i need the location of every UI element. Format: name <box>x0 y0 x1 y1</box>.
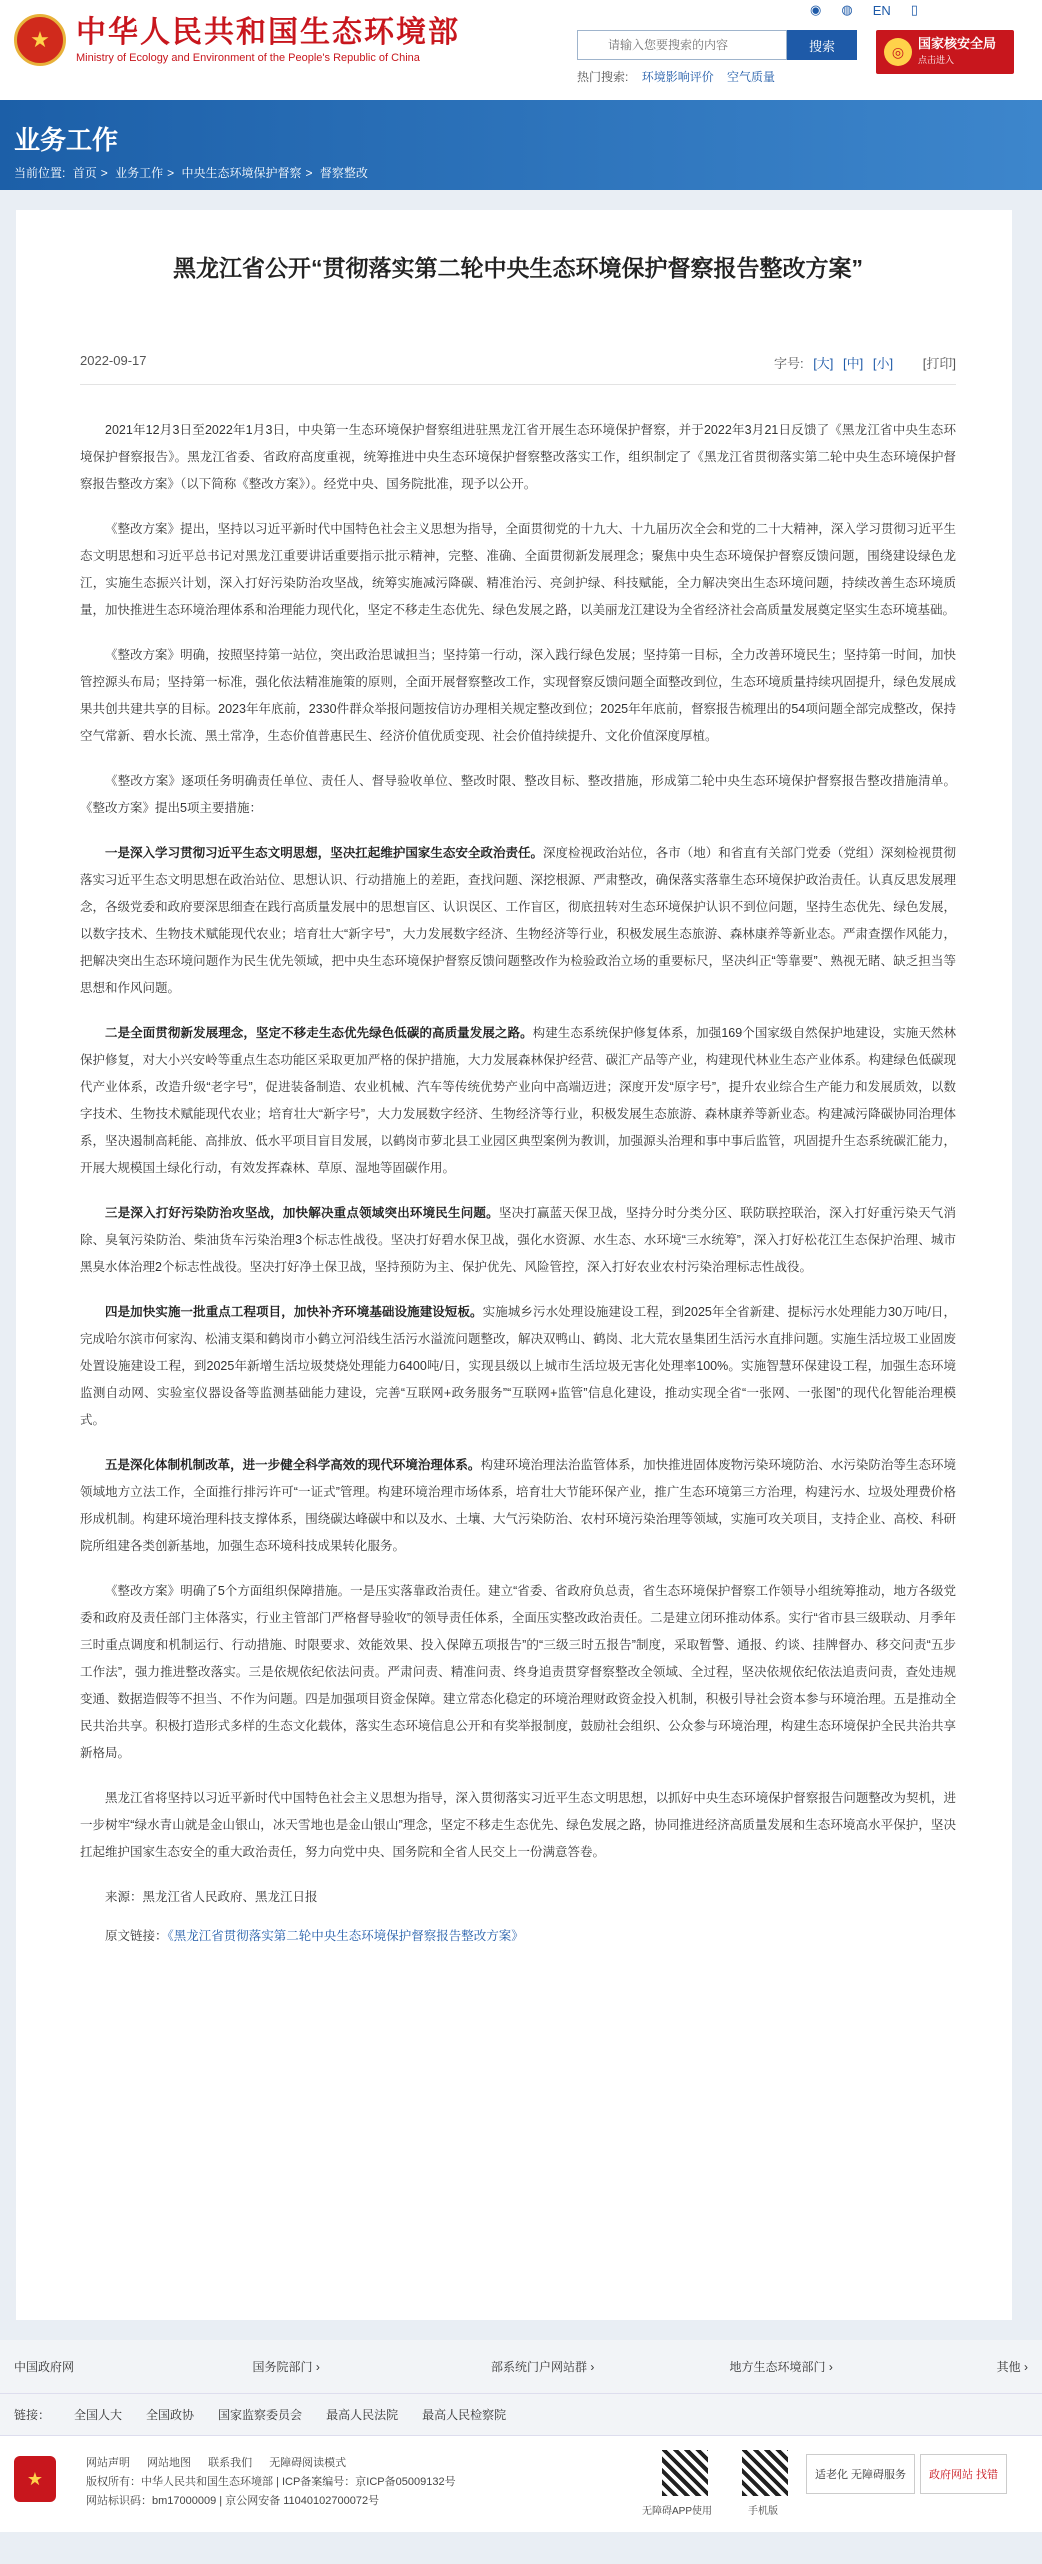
nsa-logo-icon: ◎ <box>884 38 912 66</box>
article-paragraph: 《整改方案》明确了5个方面组织保障措施。一是压实落靠政治责任。建立“省委、省政府负总责，省生态环境保护督察工作领导小组统筹推动，地方各级党委和政府及责任部门主体落实，行业主管部门严格督导验收”的领导责任体系，全面压实整改政治责任。二是建立闭环推动体系。实行“省市县三级联动、月季年三时重点调度和机制运行、行动措施、时限要求、效能效果、投入保障五项报告”的“三级三时五报告”制度，采取暂警、通报、约谈、挂牌督办、移交问责“五步工作法”，强力推进整改落实。三是依规依纪依法问责。严肃问责、精准问责、终身追责贯穿督察整改全领域、全过程，坚决依规依纪依法追责问责，查处违规变通、数据造假等不担当、不作为问题。四是加强项目资金保障。建立常态化稳定的环境治理财政资金投入机制，积极引导社会资本参与环境治理。五是推动全民共治共享。积极打造形式多样的生态文化载体，落实生态环境信息公开和有奖举报制度，鼓励社会组织、公众参与环境治理，构建生态环境保护全民共治共享新格局。 <box>80 1584 956 1760</box>
national-emblem-icon: ★ <box>14 14 66 66</box>
section-banner <box>0 100 1042 190</box>
article-paragraph: 《整改方案》提出，坚持以习近平新时代中国特色社会主义思想为指导，全面贯彻党的十九大、十九届历次全会和党的二十大精神，深入学习贯彻习近平生态文明思想和习近平总书记对黑龙江重要讲话重要指示批示精神，完整、准确、全面贯彻新发展理念；聚焦中央生态环境保护督察反馈问题，围绕建设绿色龙江，实施生态振兴计划，深入打好污染防治攻坚战，统筹实施减污降碳、精准治污、亮剑护绿、科技赋能，全力解决突出生态环境问题，持续改善生态环境质量，加快推进生态环境治理体系和治理能力现代化，坚定不移走生态优先、绿色发展之路，以美丽龙江建设为全省经济社会高质量发展奠定坚实生态环境基础。 <box>80 522 956 617</box>
footer-link[interactable]: 中国政府网 <box>14 2360 75 2374</box>
article-paragraph: 二是全面贯彻新发展理念，坚定不移走生态优先绿色低碳的高质量发展之路。构建生态系统保护修复体系，加强169个国家级自然保护地建设，实施天然林保护修复，对大小兴安岭等重点生态功能区采取更加严格的保护措施，大力发展森林保护经营、碳汇产品等产业，构建现代林业生态产业体系。构建绿色低碳现代产业体系，改造升级“老字号”，促进装备制造、农业机械、汽车等传统优势产业向中高端迈进；深度开发“原字号”，提升农业综合生产能力和发展质效，以数字技术、生物技术赋能现代农业；培育壮大“新字号”，大力发展数字经济、生物经济等行业，积极发展生态旅游、森林康养等新业态。构建减污降碳协同治理体系，坚决遏制高耗能、高排放、低水平项目盲目发展，以鹤岗市萝北县工业园区典型案例为教训，加强源头治理和事中事后监管，巩固提升生态系统碳汇能力，开展大规模国土绿化行动，有效发挥森林、草原、湿地等固碳作用。 <box>80 1026 956 1175</box>
article-paragraph: 《整改方案》逐项任务明确责任单位、责任人、督导验收单位、整改时限、整改目标、整改措施，形成第二轮中央生态环境保护督察报告整改措施清单。《整改方案》提出5项主要措施： <box>80 774 956 815</box>
article-paragraph: 三是深入打好污染防治攻坚战，加快解决重点领域突出环境民生问题。坚决打赢蓝天保卫战，坚持分时分类分区、联防联控联治，深入打好重污染天气消除、臭氧污染防治、柴油货车污染治理3个标志性战役。坚决打好碧水保卫战，强化水资源、水生态、水环境“三水统筹”，深入打好松花江生态保护治理、城市黑臭水体治理2个标志性战役。坚决打好净土保卫战，坚持预防为主、保护优先、风险管控，深入打好农业农村污染治理标志性战役。 <box>80 1206 956 1274</box>
footer-bottom <box>0 2436 1042 2532</box>
site-logo[interactable] <box>14 14 460 66</box>
search-area <box>577 30 857 85</box>
article-title: 黑龙江省公开“贯彻落实第二轮中央生态环境保护督察报告整改方案” <box>173 255 863 281</box>
search-button[interactable]: 搜索 <box>787 30 857 60</box>
font-size-small[interactable]: [小] <box>872 356 894 371</box>
footer-link[interactable]: 国务院部门 › <box>252 2360 320 2374</box>
friend-label: 链接： <box>14 2408 51 2422</box>
footer-info-link[interactable]: 网站地图 <box>147 2457 192 2469</box>
original-link <box>80 1923 956 1950</box>
logo-en-text: Ministry of Ecology and Environment of the People's Republic of China <box>76 52 420 64</box>
article-paragraph: 一是深入学习贯彻习近平生态文明思想，坚决扛起维护国家生态安全政治责任。深度检视政治站位，各市（地）和省直有关部门党委（党组）深刻检视贯彻落实习近平生态文明思想在政治站位、思想认识、行动措施上的差距，查找问题、深挖根源、严肃整改，确保落实落靠生态环境保护政治责任。认真反思发展理念，各级党委和政府要深思细查在践行高质量发展中的思想盲区、认识误区、工作盲区，彻底扭转对生态环境保护认识不到位问题，坚持生态优先、绿色发展，以数字技术、生物技术赋能现代农业；培育壮大“新字号”，大力发展数字经济、生物经济等行业，积极发展生态旅游、森林康养等新业态。严肃查摆作风能力，把解决突出生态环境问题作为民生优先领域，把中央生态环境保护督察反馈问题整改作为检验政治立场的重要标尺，坚决纠正“等靠要”、熟视无睹、缺乏担当等思想和作风问题。 <box>80 846 956 995</box>
footer-links <box>0 2340 1042 2394</box>
footer-info-link[interactable]: 联系我们 <box>208 2457 253 2469</box>
font-size-label: 字号: <box>773 356 804 371</box>
hot-search-label: 热门搜索: <box>577 70 629 84</box>
footer-link[interactable]: 地方生态环境部门 › <box>729 2360 833 2374</box>
font-size-controls <box>768 353 956 372</box>
friend-link[interactable]: 最高人民检察院 <box>422 2408 507 2422</box>
accessibility-badge[interactable]: 适老化 无障碍服务 <box>806 2454 915 2494</box>
mobile-icon[interactable]: ▯ <box>910 2 918 17</box>
article-paragraph: 《整改方案》明确，按照坚持第一站位，突出政治思诚担当；坚持第一行动，深入践行绿色发展；坚持第一目标，全力改善环境民生；坚持第一时间，加快管控源头布局；坚持第一标准，强化依法精准施策的原则，全面开展督察整改工作，实现督察反馈问题全面整改到位，生态环境质量持续巩固提升，绿色发展成果共创共建共享的目标。2023年年底前，2330件群众举报问题按信访办理相关规定整改到位；2025年年底前，督察报告梳理出的54项问题全部完成整改，保持空气常新、碧水长流、黑土常净，生态价值普惠民生、经济价值优质变现、社会价值持续提升、文化价值深度厚植。 <box>80 648 956 743</box>
logo-cn-text: 中华人民共和国生态环境部 <box>76 15 460 50</box>
article-body <box>80 417 956 1866</box>
hot-search-item[interactable]: 空气质量 <box>727 70 776 84</box>
nsa-link-button[interactable] <box>876 30 1014 74</box>
nsa-title: 国家核安全局 <box>918 36 997 51</box>
link-label: 原文链接： <box>105 1929 168 1943</box>
friend-links <box>0 2394 1042 2436</box>
footer-info <box>86 2454 456 2511</box>
friend-link[interactable]: 全国人大 <box>74 2408 123 2422</box>
weibo-icon[interactable]: ◉ <box>810 2 822 17</box>
article-paragraph: 五是深化体制机制改革，进一步健全科学高效的现代环境治理体系。构建环境治理法治监管体系，加快推进固体废物污染环境防治、水污染防治等生态环境领域地方立法工作，全面推行排污许可“一证式”管理。构建环境治理市场体系，培育壮大节能环保产业，推广生态环境第三方治理，构建污水、垃圾处理费价格形成机制。构建环境治理科技支撑体系，围绕碳达峰碳中和以及水、土壤、大气污染防治、农村环境污染治理等领域，实施可攻关项目，支持企业、高校、科研院所组建各类创新基地，加强生态环境科技成果转化服务。 <box>80 1458 956 1553</box>
article-date: 2022-09-17 <box>80 353 147 368</box>
font-size-large[interactable]: [大] <box>813 356 834 371</box>
site-id-text: 网站标识码：bm17000009 | 京公网安备 11040102700072号 <box>86 2495 380 2507</box>
footer-info-link[interactable]: 无障碍阅读模式 <box>269 2457 347 2469</box>
hot-search <box>577 68 857 85</box>
hot-search-item[interactable]: 环境影响评价 <box>641 70 714 84</box>
print-button[interactable]: [打印] <box>922 356 956 371</box>
original-link-anchor[interactable]: 《黑龙江省贯彻落实第二轮中央生态环境保护督察报告整改方案》 <box>167 1929 524 1943</box>
breadcrumb-item[interactable]: 首页 <box>72 166 97 180</box>
article-source <box>80 1884 956 1911</box>
site-header <box>0 0 1042 100</box>
article-container <box>16 210 1012 2320</box>
qr-label: 无障碍APP使用 <box>642 2506 713 2517</box>
lang-en-link[interactable]: EN <box>872 2 891 18</box>
qr-label: 手机版 <box>748 2506 778 2517</box>
search-input[interactable] <box>577 30 787 60</box>
article-meta <box>80 353 956 385</box>
friend-link[interactable]: 国家监察委员会 <box>218 2408 303 2422</box>
source-label: 来源： <box>105 1890 143 1904</box>
footer-link[interactable]: 其他 › <box>996 2360 1028 2374</box>
nsa-sub: 点击进入 <box>918 55 955 65</box>
article-paragraph: 2021年12月3日至2022年1月3日，中央第一生态环境保护督察组进驻黑龙江省开展生态环境保护督察，并于2022年3月21日反馈了《黑龙江省中央生态环境保护督察报告》。黑龙江省委、省政府高度重视，统筹推进中央生态环境保护督察整改落实工作，组织制定了《黑龙江省贯彻落实第二轮中央生态环境保护督察报告整改方案》（以下简称《整改方案》）。经党中央、国务院批准，现予以公开。 <box>80 423 956 491</box>
section-title: 业务工作 <box>14 125 119 155</box>
friend-link[interactable]: 最高人民法院 <box>326 2408 399 2422</box>
source-value: 黑龙江省人民政府、黑龙江日报 <box>142 1890 318 1904</box>
article-paragraph: 四是加快实施一批重点工程项目，加快补齐环境基础设施建设短板。实施城乡污水处理设施建设工程，到2025年全省新建、提标污水处理能力30万吨/日，完成哈尔滨市何家沟、松浦支渠和鹤岗市小鹤立河沿线生活污水溢流问题整改，解决双鸭山、鹤岗、北大荒农垦集团生活污水直排问题。实施生活垃圾工业固废处置设施建设工程，到2025年新增生活垃圾焚烧处理能力6400吨/日，实现县级以上城市生活垃圾无害化处理率100%。实施智慧环保建设工程，加强生态环境监测自动网、实验室仪器设备等监测基础能力建设，完善“互联网+政务服务”“互联网+监管”信息化建设，推动实现全省“一张网、一张图”的现代化智能治理模式。 <box>80 1305 956 1427</box>
qr-code-icon <box>742 2450 788 2496</box>
breadcrumb-item[interactable]: 督察整改 <box>319 166 368 180</box>
breadcrumb-label: 当前位置: <box>14 166 66 180</box>
breadcrumb: 当前位置: 首页 > 业务工作 > 中央生态环境保护督察 > 督察整改 <box>14 166 368 180</box>
friend-link[interactable]: 全国政协 <box>146 2408 195 2422</box>
article-paragraph: 黑龙江省将坚持以习近平新时代中国特色社会主义思想为指导，深入贯彻落实习近平生态文明思想，以抓好中央生态环境保护督察报告问题整改为契机，进一步树牢“绿水青山就是金山银山，冰天雪地也是金山银山”理念，坚定不移走生态优先、绿色发展之路，协同推进经济高质量发展和生态环境高水平保护，坚决扛起维护国家生态安全的重大政治责任，努力向党中央、国务院和全省人民交上一份满意答卷。 <box>80 1791 956 1859</box>
font-size-mid[interactable]: [中] <box>843 356 864 371</box>
breadcrumb-item[interactable]: 业务工作 <box>115 166 164 180</box>
gov-site-error-badge[interactable]: 政府网站 找错 <box>920 2454 1007 2494</box>
copyright-text: 版权所有：中华人民共和国生态环境部 | ICP备案编号：京ICP备05009132号 <box>86 2476 456 2488</box>
footer-info-link[interactable]: 网站声明 <box>86 2457 130 2469</box>
language-bar <box>800 2 928 18</box>
party-gov-emblem-icon[interactable]: ★ <box>14 2456 56 2502</box>
breadcrumb-item[interactable]: 中央生态环境保护督察 <box>181 166 302 180</box>
site-footer <box>0 2340 1042 2532</box>
wechat-icon[interactable]: ◍ <box>841 2 853 17</box>
qr-code-icon <box>662 2450 708 2496</box>
footer-link[interactable]: 部系统门户网站群 › <box>491 2360 595 2374</box>
